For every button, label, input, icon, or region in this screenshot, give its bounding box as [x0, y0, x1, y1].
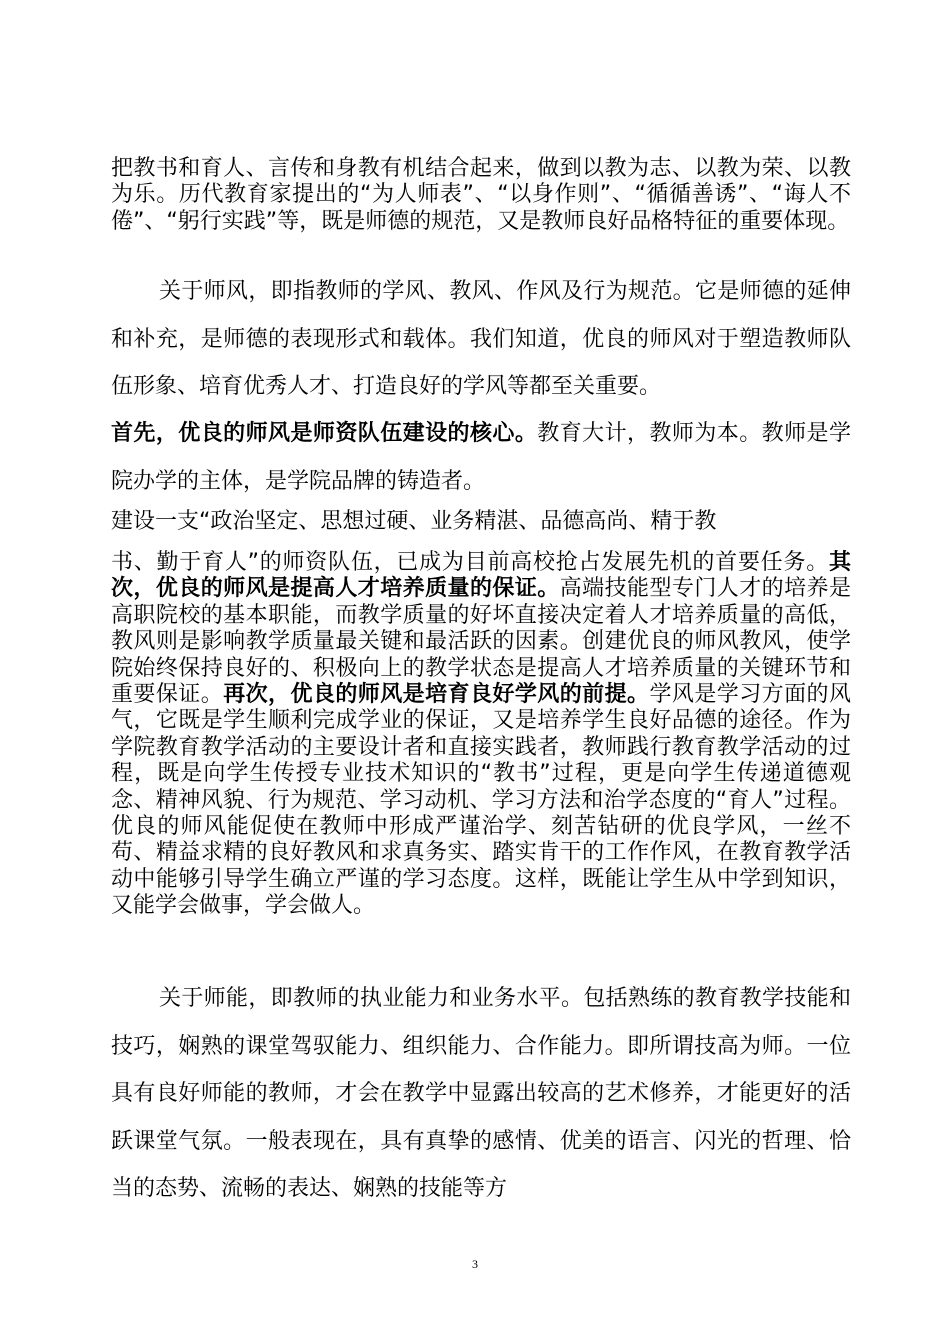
page-number: 3	[472, 1257, 478, 1271]
faculty-building-line: 建设一支“政治坚定、思想过硬、业务精湛、品德高尚、精于教	[111, 509, 717, 534]
second-point-text: 高端技能型专门人才的培养是高职院校的基本职能，而教学质量的好坏直接决定着人才培养质量的高低，教风则是影响教学质量最关键和最活跃的因素。创建优良的师风教风，使学院始终保持良好的、积极向上的教学状态是提高人才培养质量的关键环节和重要保证。	[111, 576, 851, 708]
heading-second-point: 其次，优良的师风是提高人才培养质量的保证。	[111, 550, 851, 602]
paragraph-teacher-ability: 关于师能，即教师的执业能力和业务水平。包括熟练的教育教学技能和技巧，娴熟的课堂驾驭能力、组织能力、合作能力。即所谓技高为师。一位具有良好师能的教师，才会在教学中显露出较高的艺术修养，才能更好的活跃课堂气氛。一般表现在，具有真挚的感情、优美的语言、闪光的哲理、恰当的态势、流畅的表达、娴熟的技能等方	[111, 986, 851, 1201]
first-point-text: 教育大计，教师为本。教师是学院办学的主体，是学院品牌的铸造者。	[111, 421, 851, 494]
paragraph-second-third-points	[111, 550, 851, 920]
heading-first-point: 首先，优良的师风是师资队伍建设的核心。	[111, 421, 538, 446]
heading-third-point: 再次，优良的师风是培育良好学风的前提。	[223, 682, 650, 708]
second-point-lead: 书、勤于育人”的师资队伍，已成为目前高校抢占发展先机的首要任务。	[111, 550, 829, 575]
paragraph-teacher-style: 关于师风，即指教师的学风、教风、作风及行为规范。它是师德的延伸和补充，是师德的表现形式和载体。我们知道，优良的师风对于塑造教师队伍形象、培育优秀人才、打造良好的学风等都至关重要。	[111, 279, 851, 399]
third-point-text: 学风是学习方面的风气，它既是学生顺利完成学业的保证，又是培养学生良好品德的途径。作为学院教育教学活动的主要设计者和直接实践者，教师践行教育教学活动的过程，既是向学生传授专业技术知识的“教书”过程，更是向学生传递道德观念、精神风貌、行为规范、学习动机、学习方法和治学态度的“育人”过程。优良的师风能促使在教师中形成严谨治学、刻苦钻研的优良学风，一丝不苟、精益求精的良好教风和求真务实、踏实肯干的工作作风，在教育教学活动中能够引导学生确立严谨的学习态度。这样，既能让学生从中学到知识，又能学会做事，学会做人。	[111, 682, 851, 919]
paragraph-teacher-ethics-end: 把教书和育人、言传和身教有机结合起来，做到以教为志、以教为荣、以教为乐。历代教育家提出的“为人师表”、“以身作则”、“循循善诱”、“诲人不倦”、“躬行实践”等，既是师德的规范，又是教师良好品格特征的重要体现。	[111, 156, 851, 234]
paragraph-first-point	[111, 410, 851, 505]
